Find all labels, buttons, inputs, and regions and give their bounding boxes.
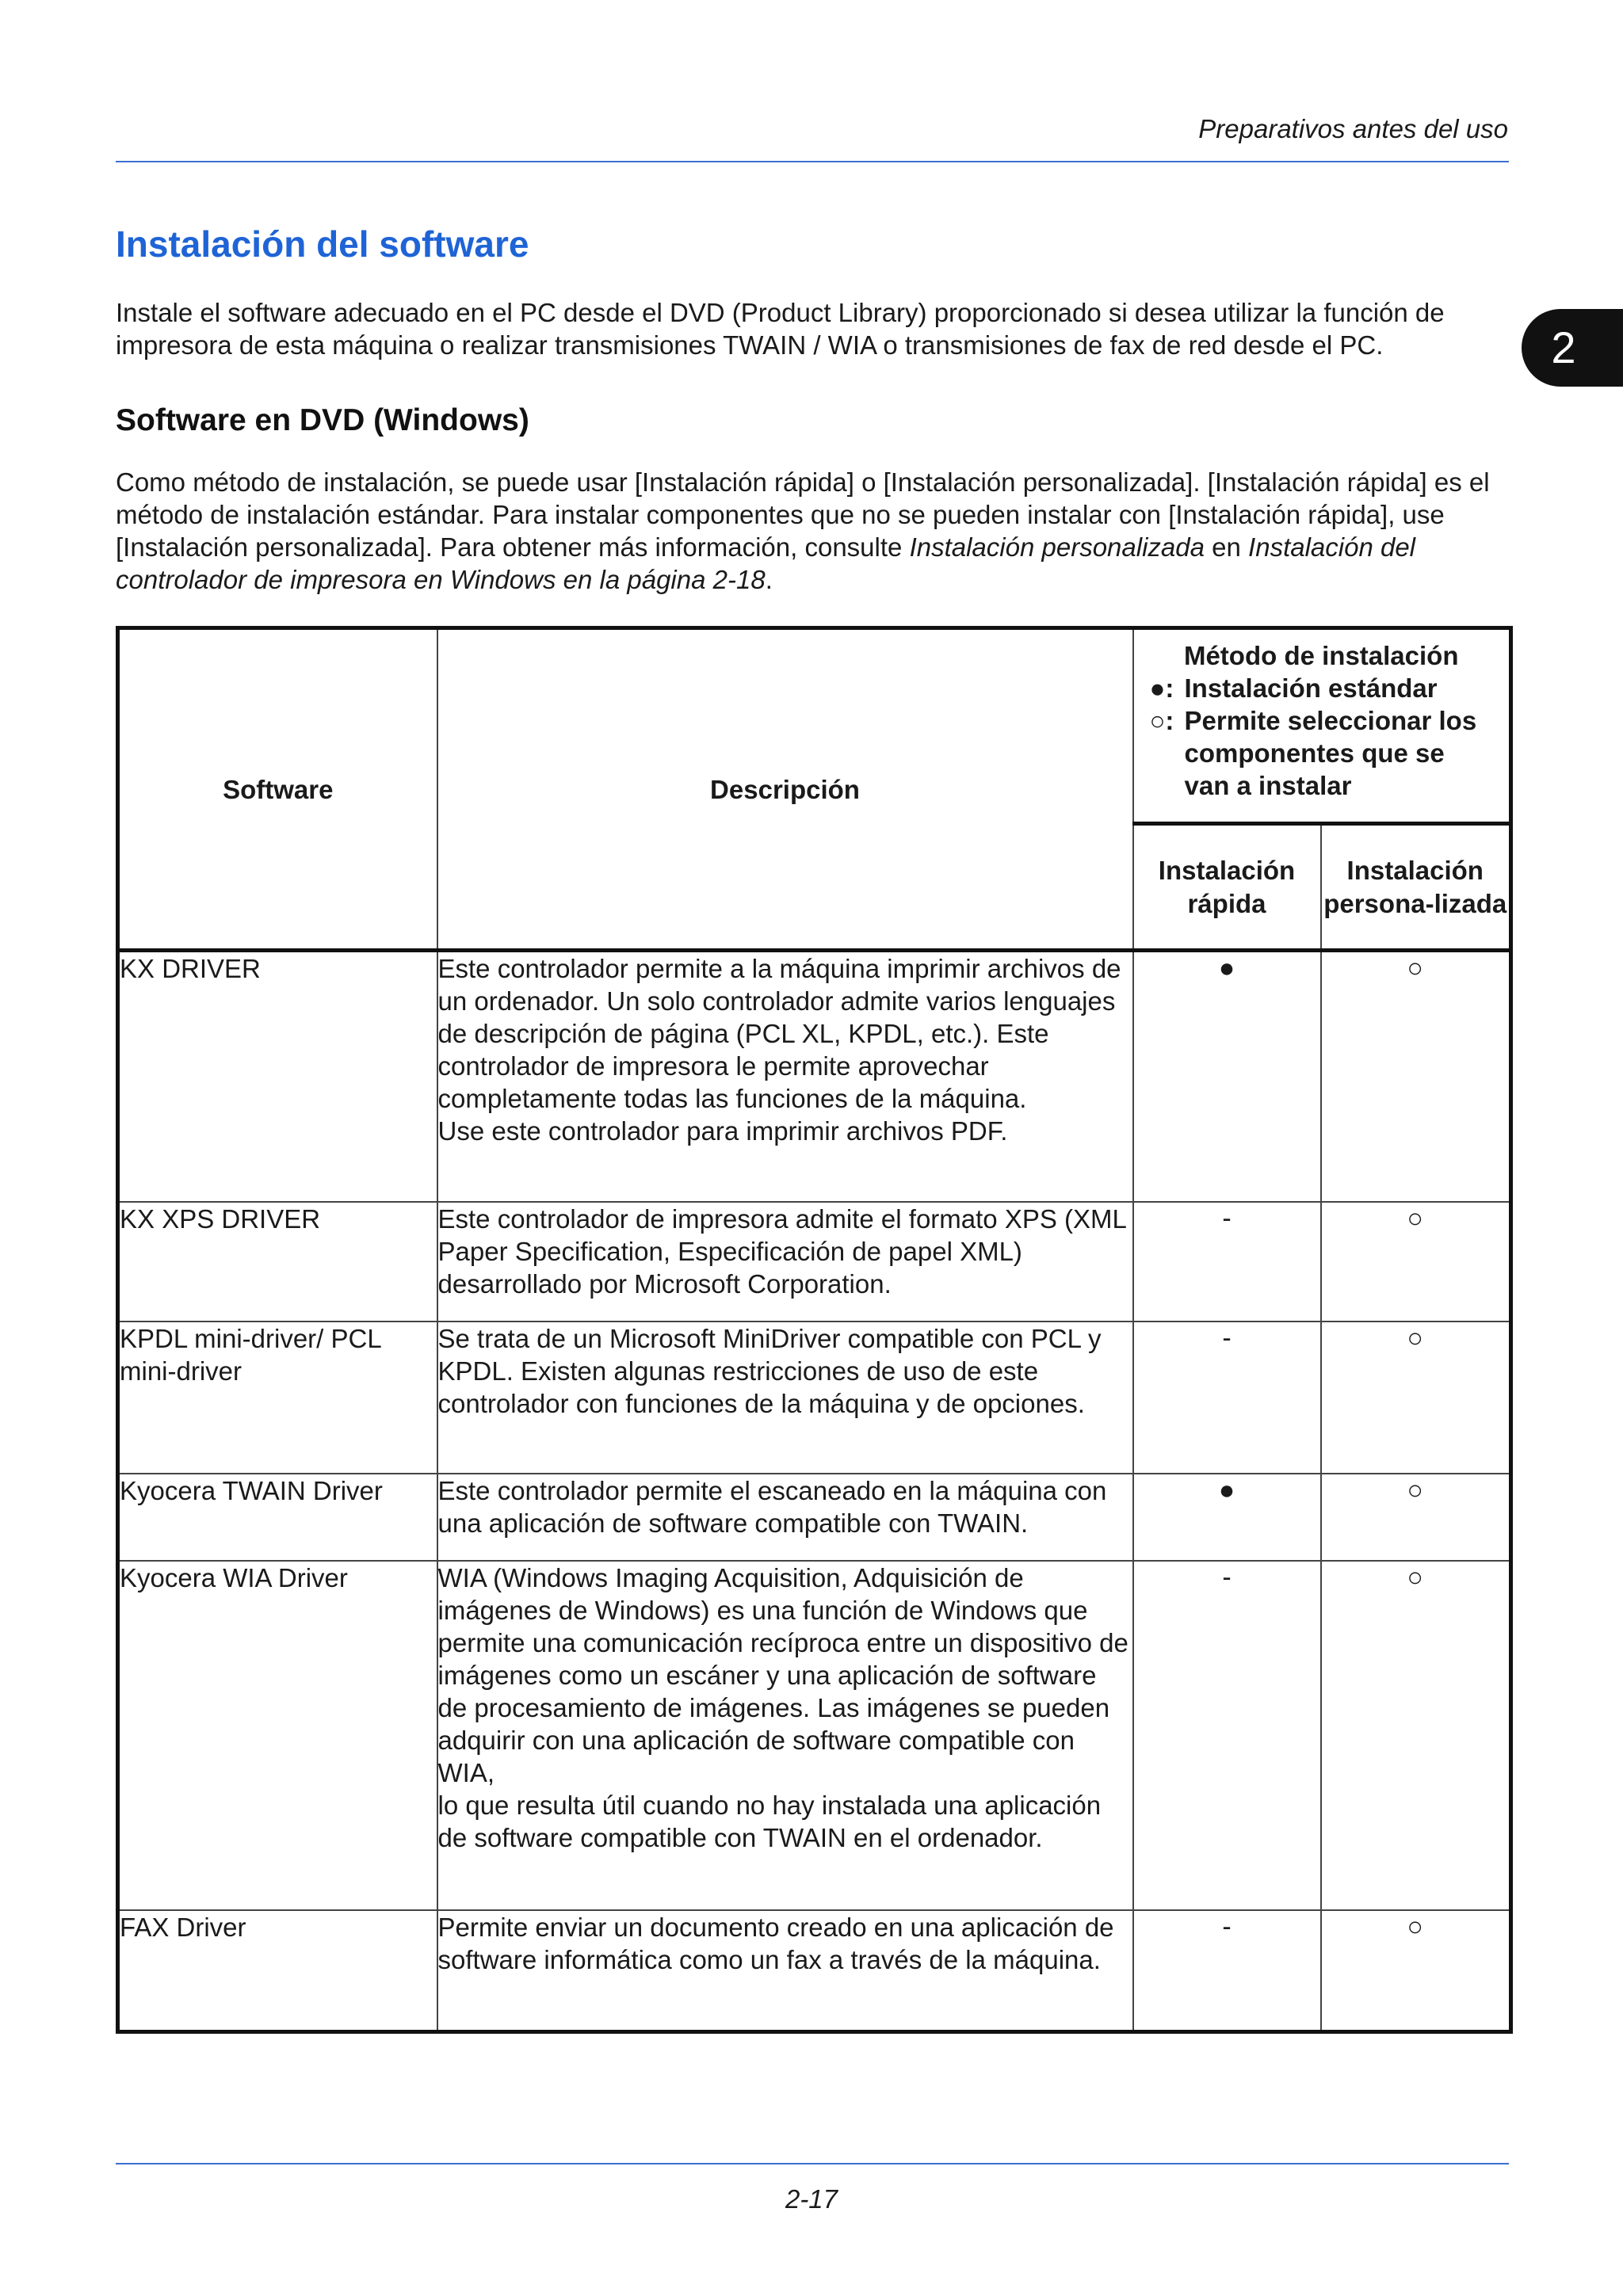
- chapter-tab: 2: [1522, 309, 1623, 387]
- page-title: Instalación del software: [116, 223, 529, 265]
- legend-select-text: Permite seleccionar los componentes que se van a instalar: [1184, 706, 1477, 800]
- install-method-title: Método de instalación: [1183, 641, 1459, 670]
- section-connector: en: [1212, 532, 1241, 562]
- header-install-method: [1133, 628, 1511, 824]
- section-text: Como método de instalación, se puede usar [Instalación rápida] o [Instalación personalizada]. [Instalación rápida] es el método de instalación estándar. Para instalar componentes que no se pueden instalar con [Instalación rápida], use [Instalación personalizada]. Para obtener más información, consulte: [116, 467, 1490, 562]
- description-text-2: lo que resulta útil cuando no hay instalada una aplicación de software compatible con TWAIN en el ordenador.: [437, 1790, 1102, 1852]
- quick-install-mark: -: [1133, 1561, 1321, 1910]
- section-paragraph: [116, 466, 1510, 596]
- custom-install-mark: ○: [1321, 1474, 1511, 1561]
- header-custom-install: Instalación persona-lizada: [1321, 824, 1511, 951]
- header-rule: [116, 161, 1509, 162]
- page-number: 2-17: [785, 2184, 838, 2214]
- cross-reference-custom-install: Instalación personalizada: [909, 532, 1205, 562]
- open-circle-icon: ○:: [1149, 706, 1174, 735]
- software-description: Este controlador permite el escaneado en la máquina con una aplicación de software compatible con TWAIN.: [437, 1474, 1133, 1561]
- custom-install-mark: ○: [1321, 1910, 1511, 2032]
- software-description: Se trata de un Microsoft MiniDriver compatible con PCL y KPDL. Existen algunas restricciones de uso de este controlador con funciones de la máquina y de opciones.: [437, 1322, 1133, 1474]
- software-name: KX XPS DRIVER: [118, 1202, 437, 1322]
- running-header: Preparativos antes del uso: [1198, 114, 1508, 143]
- legend-select: [1150, 704, 1494, 802]
- custom-install-mark: ○: [1321, 1322, 1511, 1474]
- header-description: Descripción: [437, 628, 1133, 951]
- intro-paragraph: Instale el software adecuado en el PC desde el DVD (Product Library) proporcionado si desea utilizar la función de impresora de esta máquina o realizar transmisiones TWAIN / WIA o transmisiones de fax de red desde el PC.: [116, 298, 1445, 360]
- legend-standard-text: Instalación estándar: [1184, 673, 1438, 703]
- description-text-2: Use este controlador para imprimir archivos PDF.: [437, 1116, 1008, 1146]
- footer-rule: [116, 2163, 1509, 2164]
- software-description: [437, 1561, 1133, 1910]
- quick-install-mark: -: [1133, 1202, 1321, 1322]
- software-name: KPDL mini-driver/ PCL mini-driver: [118, 1322, 437, 1474]
- header-software: Software: [118, 628, 437, 951]
- table-row: [118, 1202, 1511, 1322]
- table-row: [118, 1322, 1511, 1474]
- software-description: [437, 951, 1133, 1202]
- software-description: Este controlador de impresora admite el formato XPS (XML Paper Specification, Especificación de papel XML) desarrollado por Microsoft Corporation.: [437, 1202, 1133, 1322]
- software-name: KX DRIVER: [118, 951, 437, 1202]
- table-row: [118, 951, 1511, 1202]
- custom-install-mark: ○: [1321, 1561, 1511, 1910]
- software-name: Kyocera WIA Driver: [118, 1561, 437, 1910]
- section-end: .: [765, 565, 773, 594]
- software-table: [116, 626, 1513, 2034]
- legend-standard: [1150, 672, 1494, 704]
- software-name: FAX Driver: [118, 1910, 437, 2032]
- table-row: [118, 1910, 1511, 2032]
- cross-reference-page: Instalación del controlador de impresora en Windows en la página 2-18: [116, 532, 1416, 594]
- custom-install-mark: ○: [1321, 951, 1511, 1202]
- software-name: Kyocera TWAIN Driver: [118, 1474, 437, 1561]
- header-quick-install: Instalación rápida: [1133, 824, 1321, 951]
- table-row: [118, 1474, 1511, 1561]
- table-row: [118, 1561, 1511, 1910]
- quick-install-mark: -: [1133, 1910, 1321, 2032]
- section-title: Software en DVD (Windows): [116, 403, 529, 437]
- quick-install-mark: ●: [1133, 1474, 1321, 1561]
- custom-install-mark: ○: [1321, 1202, 1511, 1322]
- software-description: Permite enviar un documento creado en una aplicación de software informática como un fax a través de la máquina.: [437, 1910, 1133, 2032]
- description-text: WIA (Windows Imaging Acquisition, Adquisición de imágenes de Windows) es una función de Windows que permite una comunicación recíproca entre un dispositivo de imágenes como un escáner y una aplicación de software de procesamiento de imágenes. Las imágenes se pueden adquirir con una aplicación de software compatible con WIA,: [437, 1562, 1128, 1787]
- description-text: Este controlador permite a la máquina imprimir archivos de un ordenador. Un solo controlador admite varios lenguajes de descripción de página (PCL XL, KPDL, etc.). Este controlador de impresora le permite aprovechar completamente todas las funciones de la máquina.: [437, 954, 1121, 1113]
- quick-install-mark: ●: [1133, 951, 1321, 1202]
- filled-circle-icon: ●:: [1149, 673, 1174, 703]
- quick-install-mark: -: [1133, 1322, 1321, 1474]
